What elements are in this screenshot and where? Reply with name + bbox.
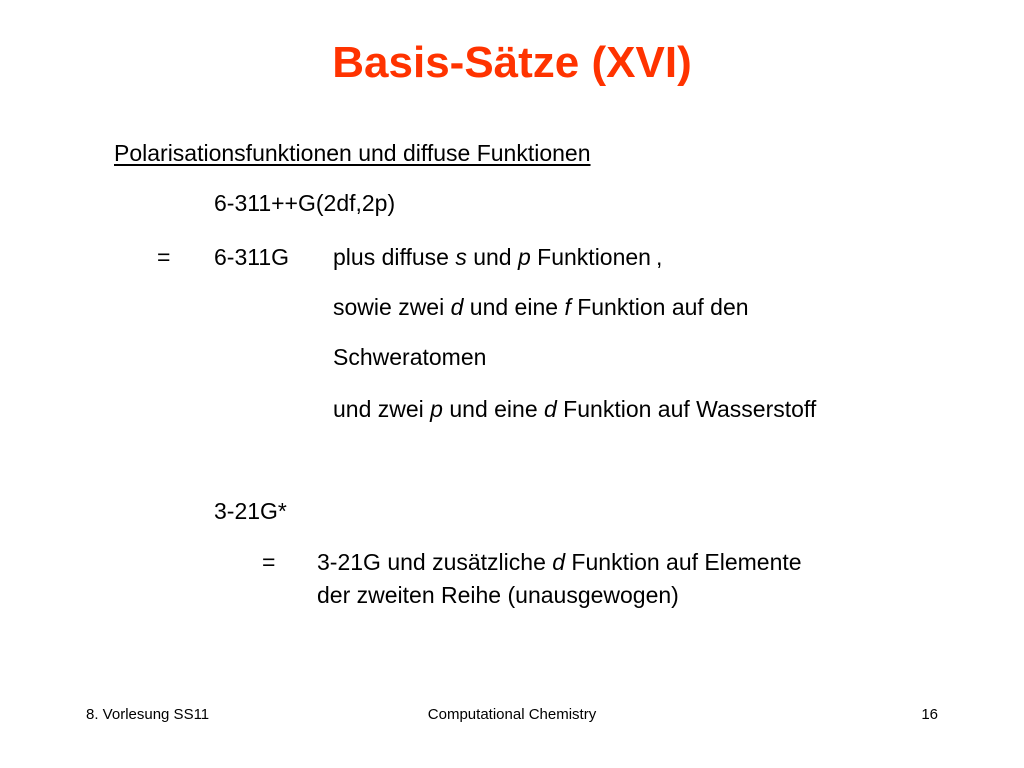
footer-lecture: 8. Vorlesung SS11	[86, 706, 210, 723]
description-line-3: Schweratomen	[333, 344, 487, 370]
orbital-symbol-d: d	[544, 396, 557, 422]
orbital-symbol-p: p	[430, 396, 443, 422]
orbital-symbol-p: p	[517, 244, 531, 270]
footer-page-number: 16	[921, 706, 938, 723]
text-segment: sowie zwei	[333, 294, 451, 320]
orbital-symbol-d: d	[450, 294, 464, 320]
text-segment: plus diffuse	[333, 244, 456, 270]
equals-sign-2: =	[262, 549, 276, 575]
text-segment: Funktion auf den	[570, 294, 749, 320]
description-line-2	[333, 293, 749, 321]
text-segment: und eine	[442, 396, 544, 422]
description-line-5	[317, 548, 802, 576]
footer-course: Computational Chemistry	[427, 706, 597, 723]
text-segment: und zwei	[333, 396, 431, 422]
orbital-symbol-f: f	[564, 294, 571, 320]
basis-set-name-2: 3-21G*	[214, 498, 287, 524]
orbital-symbol-d: d	[552, 549, 566, 575]
section-heading: Polarisationsfunktionen und diffuse Funktionen	[114, 140, 591, 166]
basis-set-name-1: 6-311++G(2df,2p)	[214, 190, 396, 216]
comma: ,	[655, 244, 663, 270]
text-segment: Funktionen	[530, 244, 651, 270]
text-segment: und	[466, 244, 518, 270]
text-segment: Funktion auf Wasserstoff	[556, 396, 817, 422]
orbital-symbol-s: s	[455, 244, 467, 270]
text-segment: und eine	[463, 294, 565, 320]
description-line-4	[333, 395, 816, 423]
slide-title: Basis-Sätze (XVI)	[332, 38, 692, 87]
description-line-6: der zweiten Reihe (unausgewogen)	[317, 582, 679, 608]
text-segment: 3-21G und zusätzliche	[317, 549, 553, 575]
text-segment: Funktion auf Elemente	[565, 549, 802, 575]
base-basis-set: 6-311G	[214, 244, 290, 270]
equals-sign-1: =	[157, 244, 171, 270]
description-line-1	[333, 243, 662, 271]
